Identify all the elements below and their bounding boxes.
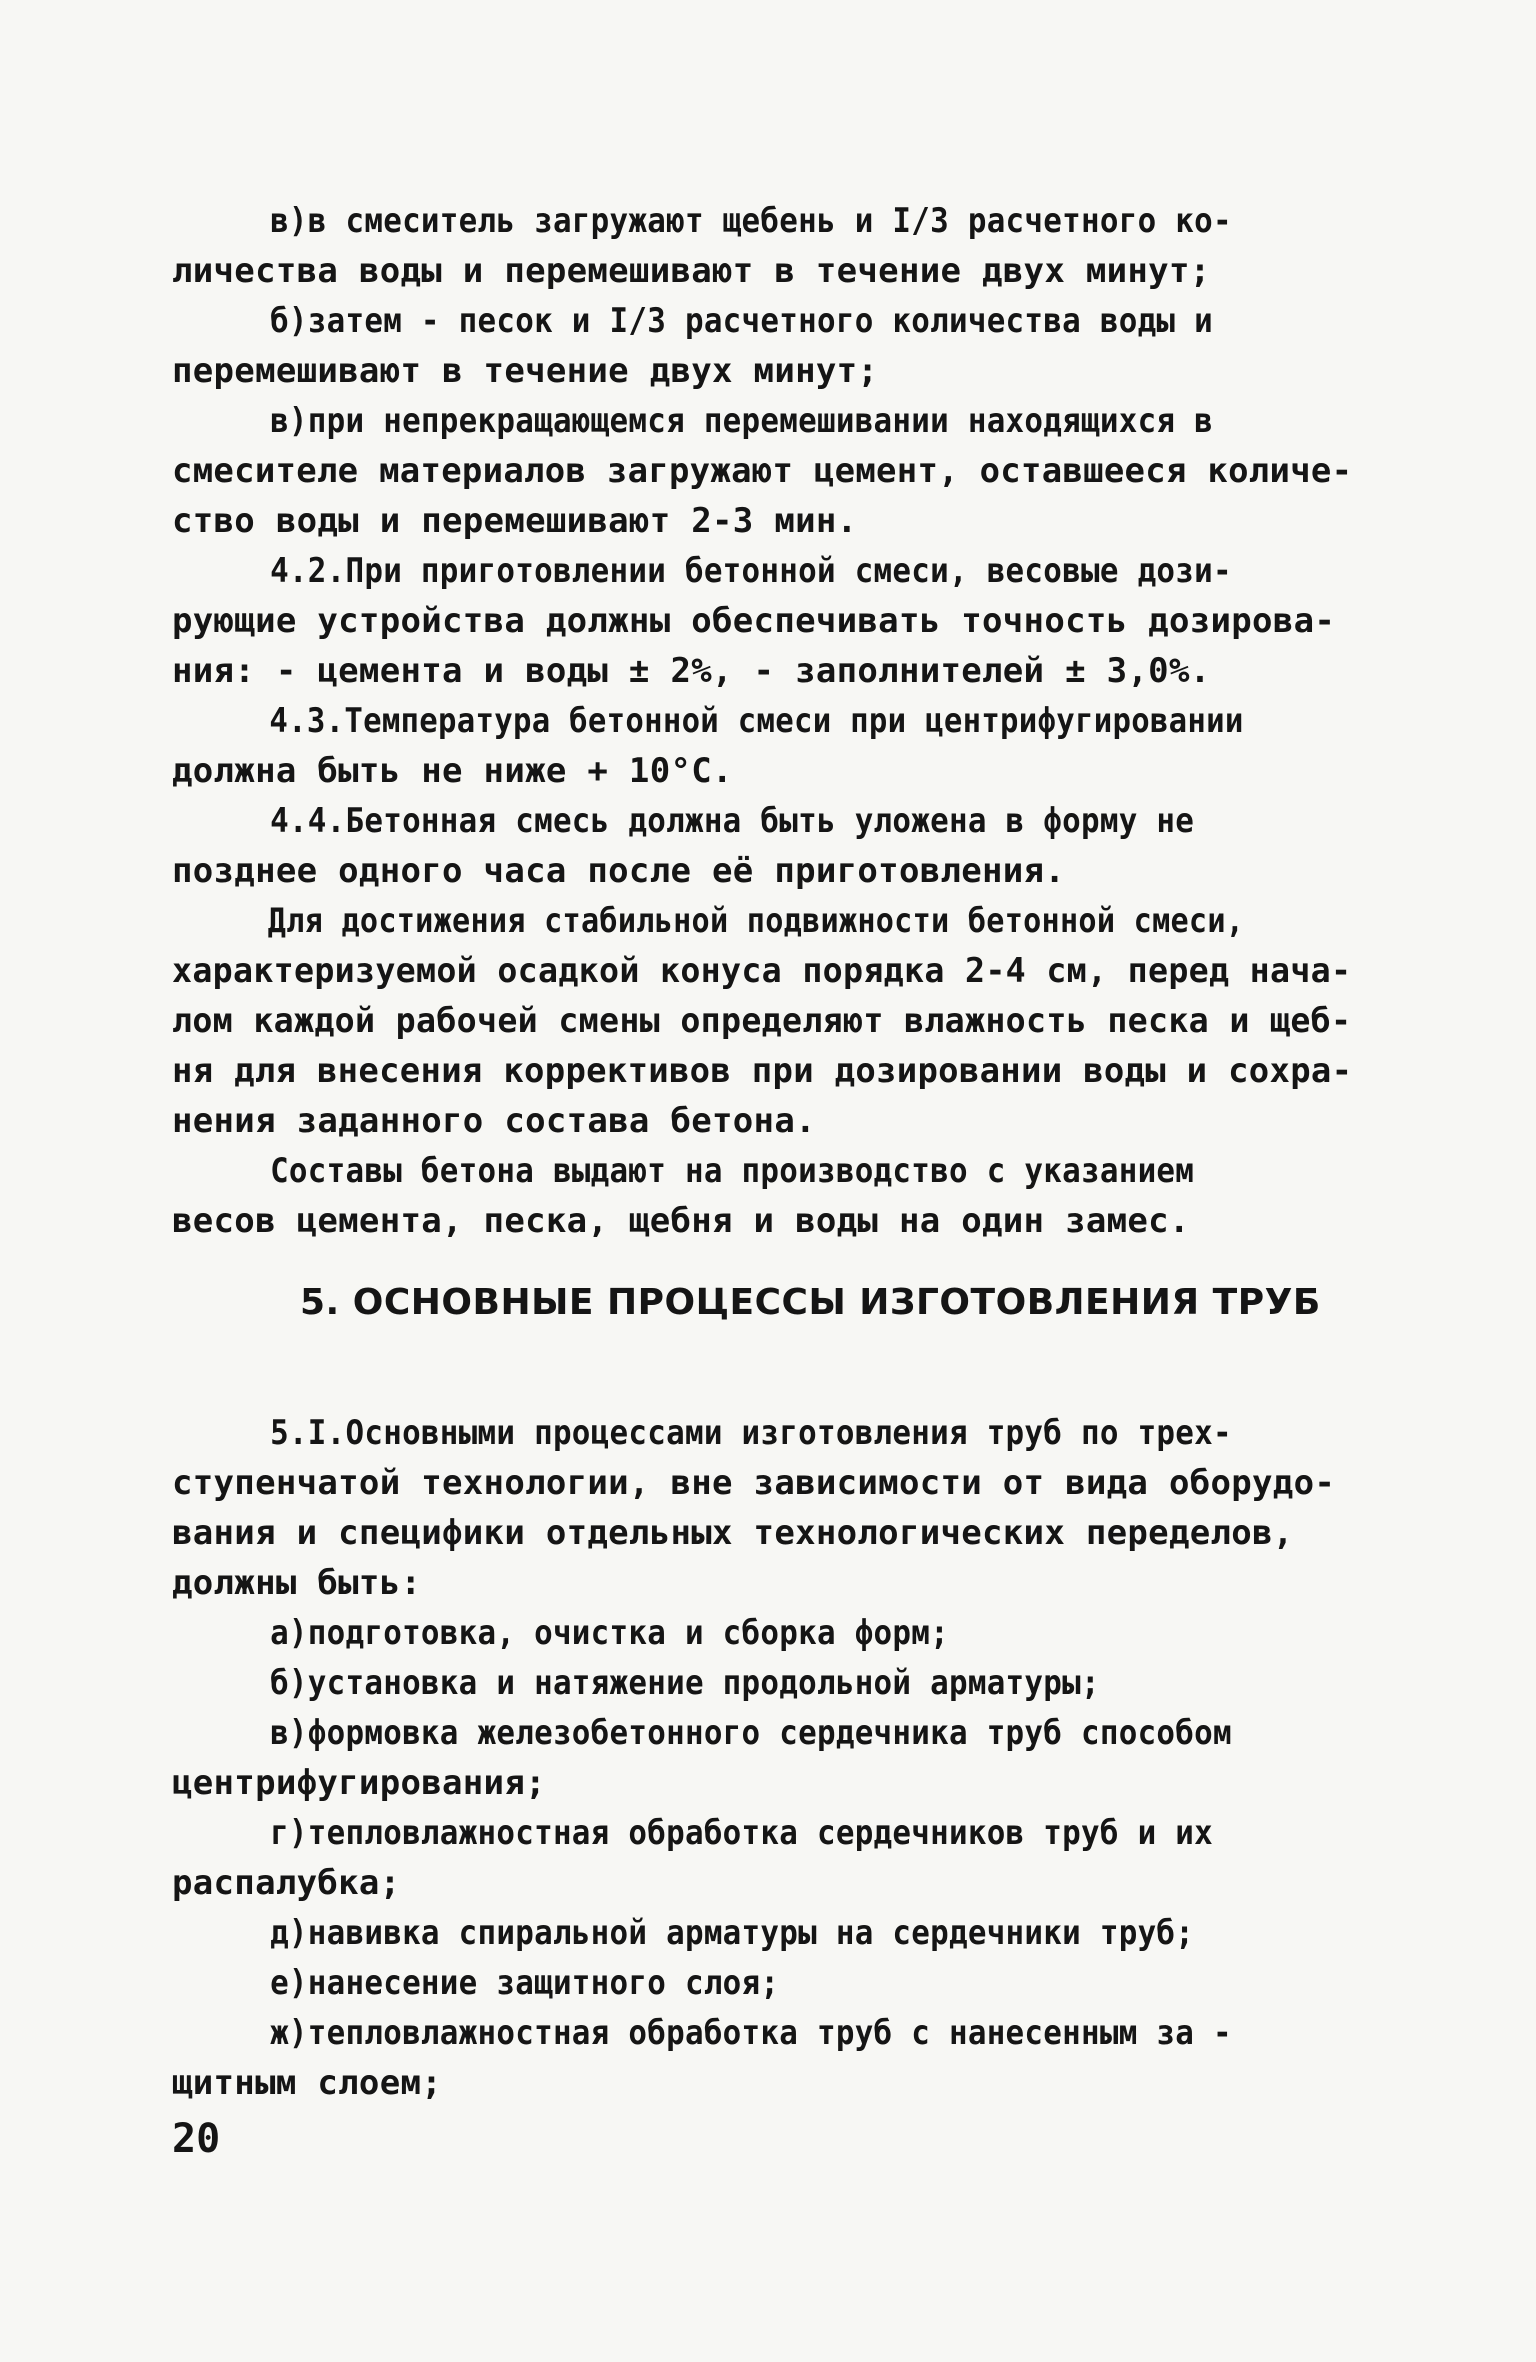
text-line: перемешивают в течение двух минут;	[172, 351, 879, 391]
text-line: щитным слоем;	[172, 2063, 443, 2103]
text-line: б)затем - песок и I/3 расчетного количества воды и	[270, 301, 1214, 341]
text-line: рующие устройства должны обеспечивать точность дозирова-	[172, 601, 1336, 641]
text-line: позднее одного часа после её приготовления.	[172, 851, 1066, 891]
text-line: ство воды и перемешивают 2-3 мин.	[172, 501, 858, 541]
text-line: е)нанесение защитного слоя;	[270, 1963, 780, 2003]
text-line: в)в смеситель загружают щебень и I/3 расчетного ко-	[270, 201, 1232, 241]
section-4-text	[172, 196, 1352, 1246]
text-line: 5.I.Основными процессами изготовления труб по трех-	[270, 1413, 1232, 1453]
text-line: распалубка;	[172, 1863, 401, 1903]
text-line: лом каждой рабочей смены определяют влажность песка и щеб-	[172, 1001, 1352, 1041]
text-line: ня для внесения коррективов при дозировании воды и сохра-	[172, 1051, 1353, 1091]
text-line: 4.4.Бетонная смесь должна быть уложена в форму не	[270, 801, 1195, 841]
text-line: б)установка и натяжение продольной арматуры;	[270, 1663, 1100, 1703]
text-line: должны быть:	[172, 1563, 422, 1603]
section-5-heading: 5. ОСНОВНЫЕ ПРОЦЕССЫ ИЗГОТОВЛЕНИЯ ТРУБ	[300, 1282, 1321, 1323]
text-line: ния: - цемента и воды ± 2%, - заполнителей ± 3,0%.	[172, 651, 1211, 691]
text-line: Для достижения стабильной подвижности бетонной смеси,	[267, 901, 1245, 941]
text-line: вания и специфики отдельных технологических переделов,	[172, 1513, 1294, 1553]
section-5-text	[172, 1408, 1352, 2108]
text-line: 4.3.Температура бетонной смеси при центрифугировании	[269, 701, 1244, 741]
text-line: 4.2.При приготовлении бетонной смеси, весовые дози-	[270, 551, 1232, 591]
text-line: д)навивка спиральной арматуры на сердечники труб;	[270, 1913, 1195, 1953]
text-line: в)формовка железобетонного сердечника труб способом	[270, 1713, 1232, 1753]
text-line: характеризуемой осадкой конуса порядка 2-4 см, перед нача-	[172, 951, 1352, 991]
text-line: ступенчатой технологии, вне зависимости от вида оборудо-	[172, 1463, 1336, 1503]
text-line: личества воды и перемешивают в течение двух минут;	[172, 251, 1211, 291]
text-line: смесителе материалов загружают цемент, оставшееся количе-	[172, 451, 1353, 491]
text-line: должна быть не ниже + 10°С.	[172, 751, 733, 791]
text-line: центрифугирования;	[172, 1763, 546, 1803]
text-line: Составы бетона выдают на производство с указанием	[270, 1151, 1195, 1191]
text-line: а)подготовка, очистка и сборка форм;	[270, 1613, 949, 1653]
text-line: ж)тепловлажностная обработка труб с нанесенным за -	[270, 2013, 1232, 2053]
text-line: весов цемента, песка, щебня и воды на один замес.	[172, 1201, 1190, 1241]
text-line: в)при непрекращающемся перемешивании находящихся в	[270, 401, 1214, 441]
page-number: 20	[172, 2116, 221, 2162]
text-line: г)тепловлажностная обработка сердечников труб и их	[270, 1813, 1214, 1853]
text-line: нения заданного состава бетона.	[172, 1101, 816, 1141]
